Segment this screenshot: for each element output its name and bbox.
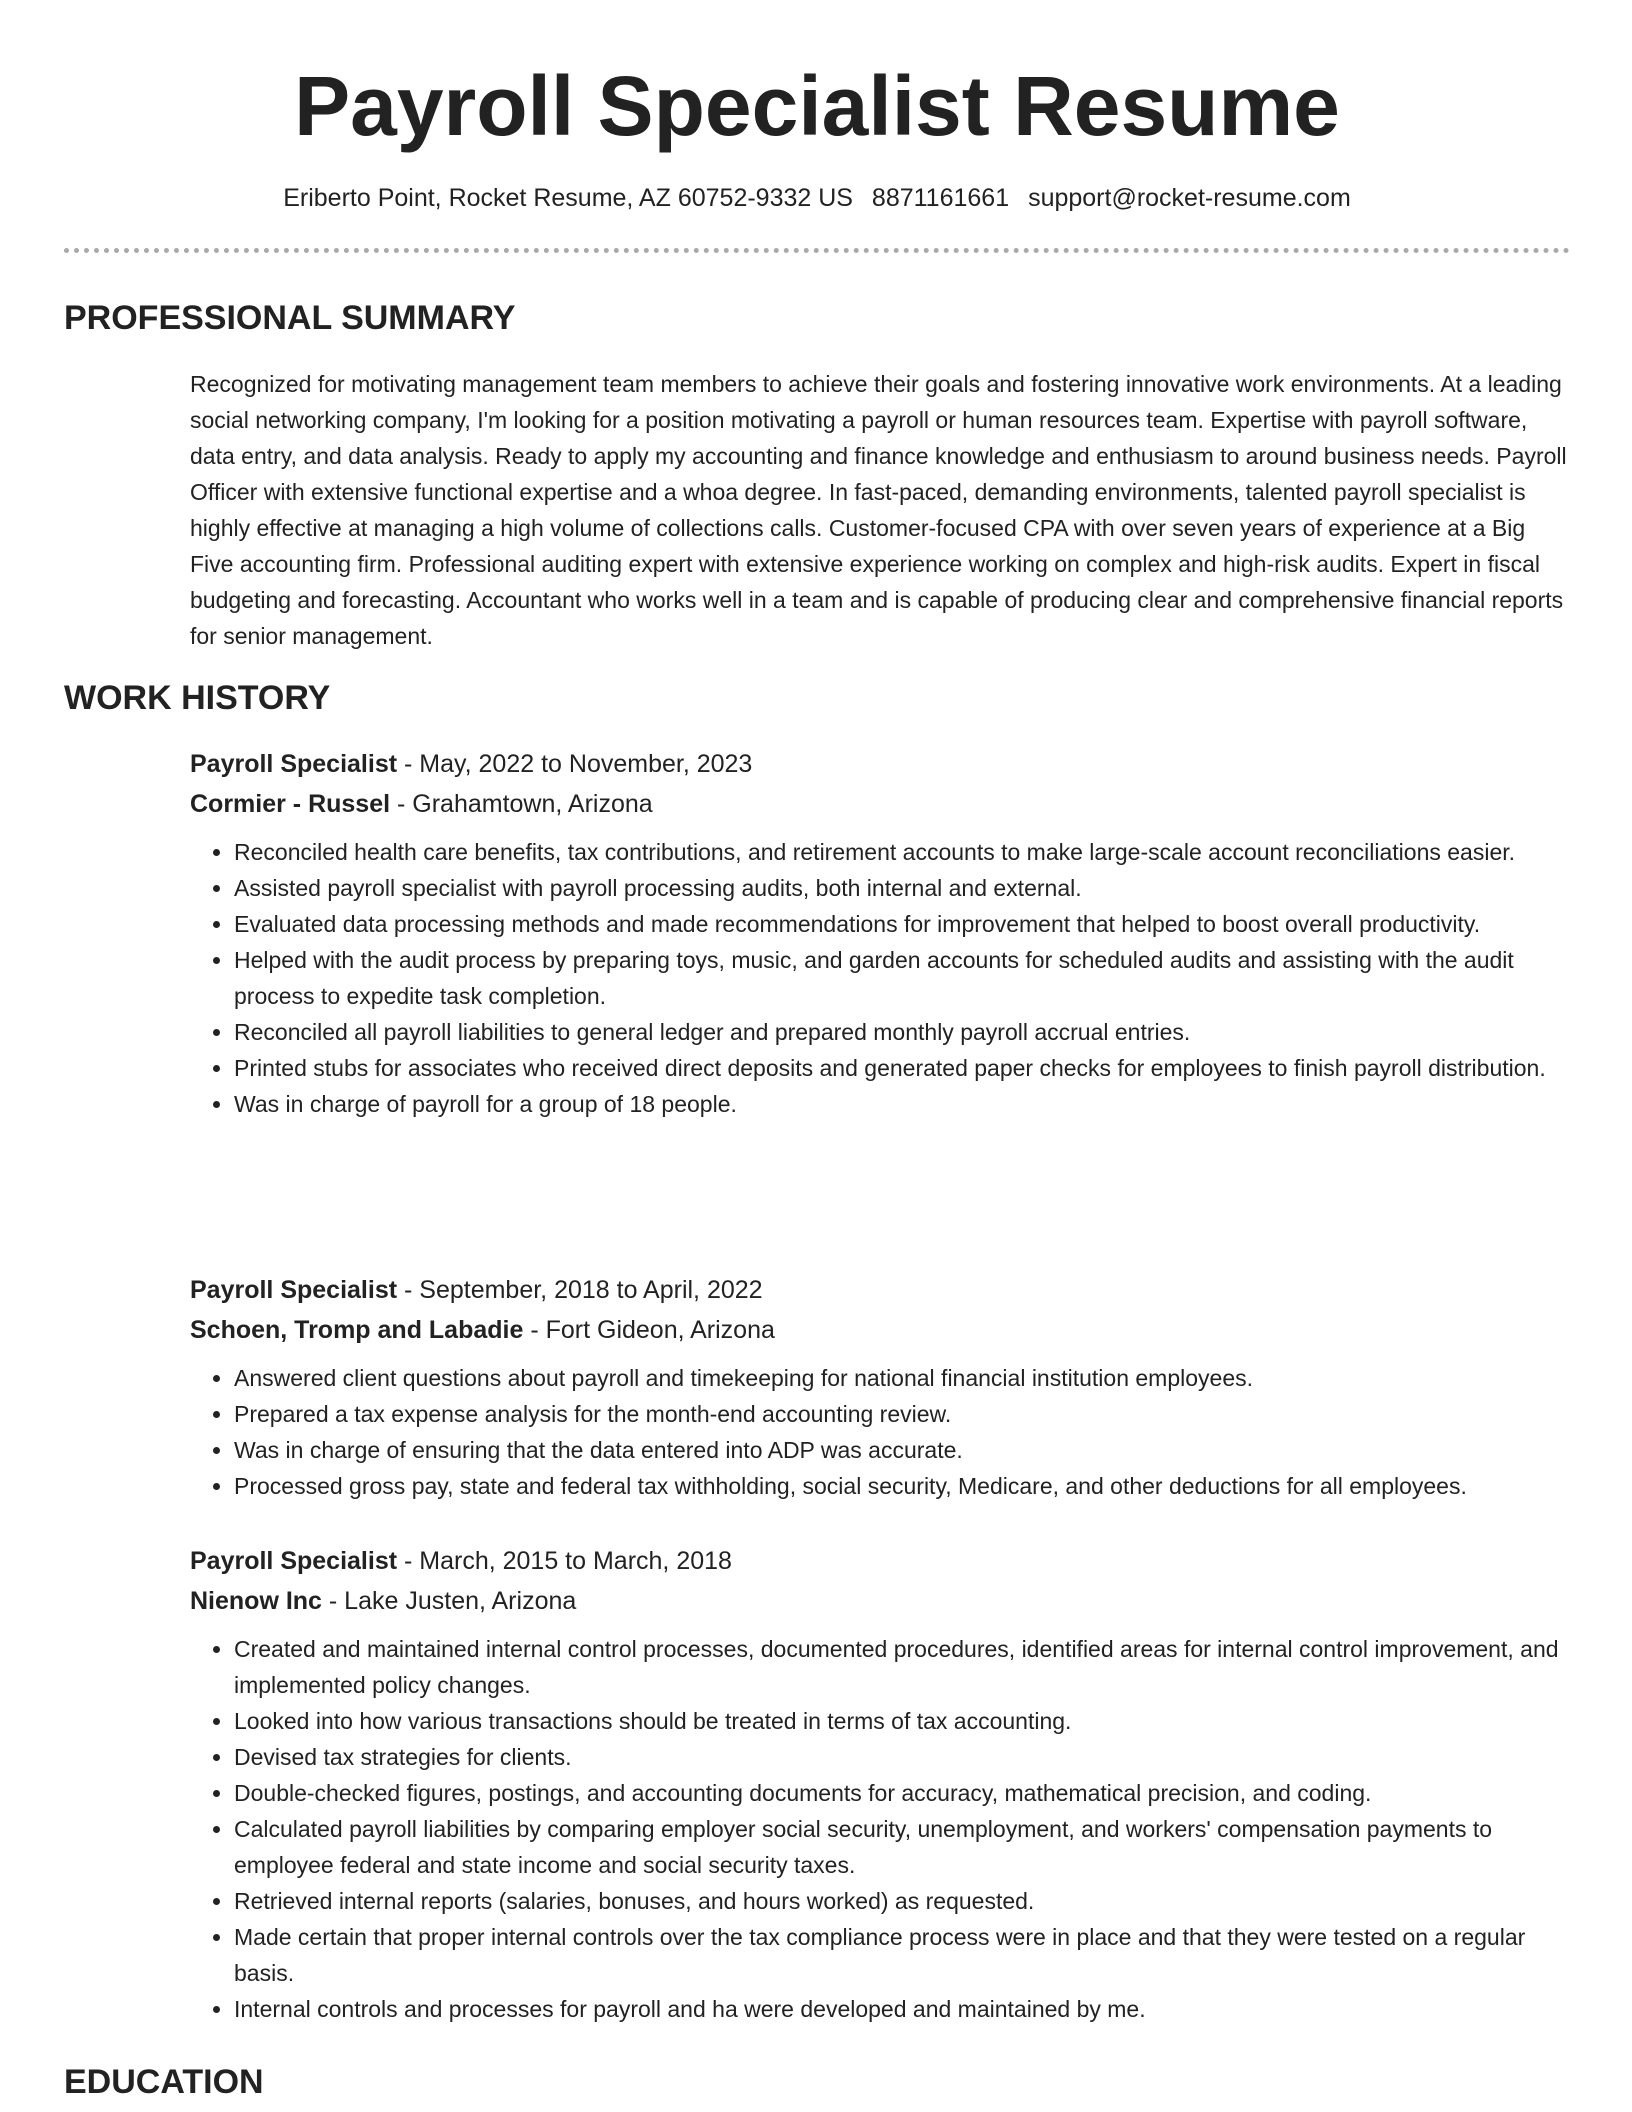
contact-address: Eriberto Point, Rocket Resume, AZ 60752-9332 US (283, 184, 853, 212)
contact-phone: 8871161661 (871, 184, 1010, 212)
job-bullets (190, 1631, 1570, 2027)
section-title-work-history: WORK HISTORY (64, 679, 331, 717)
job-location: - Fort Gideon, Arizona (523, 1316, 775, 1344)
job-entry (190, 1270, 1570, 1504)
job-location: - Grahamtown, Arizona (390, 790, 653, 818)
job-bullet: • Devised tax strategies for clients. (234, 1739, 1570, 1775)
job-bullet: • Reconciled all payroll liabilities to general ledger and prepared monthly payroll accrual entries. (234, 1014, 1570, 1050)
job-bullet: • Assisted payroll specialist with payroll processing audits, both internal and external. (234, 870, 1570, 906)
contact-line (64, 180, 1570, 216)
job-dates: - March, 2015 to March, 2018 (397, 1547, 732, 1575)
job-bullet: • Looked into how various transactions should be treated in terms of tax accounting. (234, 1703, 1570, 1739)
section-title-education: EDUCATION (64, 2063, 264, 2101)
job-entry (190, 1541, 1570, 2027)
job-dates: - September, 2018 to April, 2022 (397, 1276, 763, 1304)
job-title: Payroll Specialist (190, 1276, 398, 1304)
job-bullet: • Evaluated data processing methods and made recommendations for improvement that helped to boost overall productivity. (234, 906, 1570, 942)
job-bullets (190, 1360, 1570, 1504)
job-company: Schoen, Tromp and Labadie (190, 1316, 524, 1344)
contact-email: support@rocket-resume.com (1028, 184, 1351, 212)
job-bullet: • Was in charge of ensuring that the data entered into ADP was accurate. (234, 1432, 1570, 1468)
job-bullet: • Helped with the audit process by preparing toys, music, and garden accounts for scheduled audits and assisting with the audit process to expedite task completion. (234, 942, 1570, 1014)
job-bullet: • Retrieved internal reports (salaries, bonuses, and hours worked) as requested. (234, 1883, 1570, 1919)
job-bullet: • Made certain that proper internal controls over the tax compliance process were in place and that they were tested on a regular basis. (234, 1919, 1570, 1991)
job-bullet: • Prepared a tax expense analysis for the month-end accounting review. (234, 1396, 1570, 1432)
job-dates: - May, 2022 to November, 2023 (397, 750, 753, 778)
job-bullet: • Created and maintained internal control processes, documented procedures, identified areas for internal control improvement, and implemented policy changes. (234, 1631, 1570, 1703)
job-title: Payroll Specialist (190, 750, 398, 778)
job-company: Nienow Inc (190, 1587, 322, 1615)
job-entry (190, 744, 1570, 1122)
header-divider (64, 248, 1570, 253)
job-location: - Lake Justen, Arizona (321, 1587, 577, 1615)
job-title-line (190, 1270, 1570, 1310)
summary-text: Recognized for motivating management team members to achieve their goals and fostering innovative work environments. At a leading social networking company, I'm looking for a position motivating a payroll or human resources team. Expertise with payroll software, data entry, and data analysis. Ready to apply my accounting and finance knowledge and enthusiasm to around business needs. Payroll Officer with extensive functional expertise and a whoa degree. In fast-paced, demanding environments, talented payroll specialist is highly effective at managing a high volume of collections calls. Customer-focused CPA with over seven years of experience at a Big Five accounting firm. Professional auditing expert with extensive experience working on complex and high-risk audits. Expert in fiscal budgeting and forecasting. Accountant who works well in a team and is capable of producing clear and comprehensive financial reports for senior management. (190, 371, 1567, 649)
job-title: Payroll Specialist (190, 1547, 398, 1575)
job-company-line (190, 1310, 1570, 1350)
job-bullet: • Double-checked figures, postings, and accounting documents for accuracy, mathematical precision, and coding. (234, 1775, 1570, 1811)
job-company-line (190, 1581, 1570, 1621)
resume-title: Payroll Specialist Resume (294, 59, 1340, 153)
section-title-summary: PROFESSIONAL SUMMARY (64, 299, 516, 337)
job-bullet: • Calculated payroll liabilities by comparing employer social security, unemployment, and workers' compensation payments to employee federal and state income and social security taxes. (234, 1811, 1570, 1883)
job-bullet: • Processed gross pay, state and federal tax withholding, social security, Medicare, and other deductions for all employees. (234, 1468, 1570, 1504)
job-bullet: • Internal controls and processes for payroll and ha were developed and maintained by me. (234, 1991, 1570, 2027)
job-title-line (190, 744, 1570, 784)
job-title-line (190, 1541, 1570, 1581)
job-company: Cormier - Russel (190, 790, 391, 818)
job-bullet: • Was in charge of payroll for a group of 18 people. (234, 1086, 1570, 1122)
job-bullet: • Answered client questions about payroll and timekeeping for national financial institution employees. (234, 1360, 1570, 1396)
job-bullet: • Reconciled health care benefits, tax contributions, and retirement accounts to make large-scale account reconciliations easier. (234, 834, 1570, 870)
job-bullet: • Printed stubs for associates who received direct deposits and generated paper checks for employees to finish payroll distribution. (234, 1050, 1570, 1086)
job-bullets (190, 834, 1570, 1122)
job-company-line (190, 784, 1570, 824)
